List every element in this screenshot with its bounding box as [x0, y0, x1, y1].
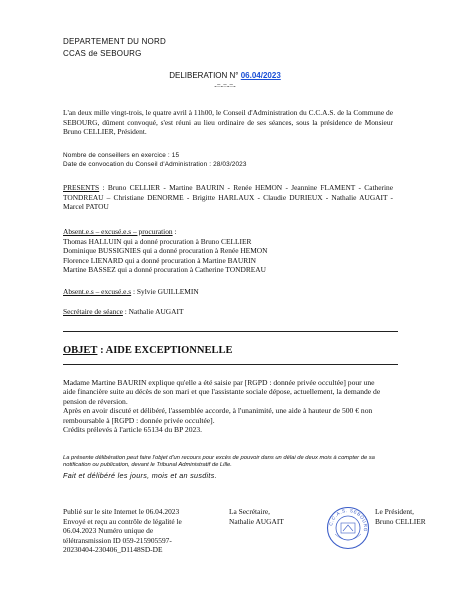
secretaire-name: Nathalie AUGAIT [229, 516, 284, 526]
deliberation-title [0, 70, 450, 81]
absents-procuration-heading [63, 227, 393, 237]
body-paragraph-1: Madame Martine BAURIN explique qu'elle a été saisie par [RGPD : donnée privée occultée] pour une aide financière suite au décès de son mari et que l'assistante sociale dépose, actuellement, la demande de pension de réversion. [63, 378, 381, 406]
absents-excuses-label: Absent.e.s – excusé.e.s [63, 287, 132, 296]
procuration-line: Thomas HALLUIN qui a donné procuration à Bruno CELLIER [63, 236, 252, 246]
procuration-line: Florence LIENARD qui a donné procuration à Martine BAURIN [63, 255, 256, 265]
presents-list: : Bruno CELLIER - Martine BAURIN - Renée HEMON - Jeannine FLAMENT - Catherine TONDREAU – Christiane DENORME - Brigitte HARLAUX - Claudie DURIEUX - Nathalie AUGAIT - Marcel PATOU [63, 183, 393, 212]
secretaire-line [63, 307, 393, 317]
absents-procuration-label: Absent.e.s – excusé.e.s – procuration [63, 227, 173, 236]
publication-line: télétransmission ID 059-215905597- [63, 535, 172, 545]
ccas-label: CCAS de SEBOURG [63, 49, 142, 58]
publication-line: 20230404-230406_D1148SD-DE [63, 545, 163, 555]
intro-paragraph: L'an deux mille vingt-trois, le quatre avril à 11h00, le Conseil d'Administration du C.C.A.S. de la Commune de SEBOURG, dûment convoqué, s'est réuni au lieu ordinaire de ses séances, sous la présidence de Monsieur Bruno CELLIER, Président. [63, 108, 393, 137]
president-title: Le Président, [375, 507, 414, 516]
counts-block [63, 151, 393, 169]
stamp-text: C.C.A.S. SEBOURG [328, 507, 369, 533]
separator: -=-=-=- [214, 82, 236, 90]
convocation-date: Date de convocation du Conseil d'Administration : 28/03/2023 [63, 161, 247, 168]
conseillers-count: Nombre de conseillers en exercice : 15 [63, 152, 180, 159]
header-block [63, 36, 166, 60]
body-paragraph-2: Après en avoir discuté et délibéré, l'assemblée accorde, à l'unanimité, une aide à hauteur de 500 € non remboursable à [RGPD : donnée privée occultée]. [63, 406, 373, 425]
deliberation-number-link[interactable]: 06.04/2023 [240, 71, 281, 80]
secretaire-label: Secrétaire de séance [63, 307, 123, 316]
absents-procuration-block [63, 227, 393, 275]
absents-excuses-line [63, 287, 393, 297]
procuration-line: Martine BASSEZ qui a donné procuration à Catherine TONDREAU [63, 265, 266, 275]
presents-paragraph [63, 183, 393, 212]
deliberation-prefix: DELIBERATION N° [169, 71, 239, 80]
body-paragraph-3: Crédits prélevés à l'article 65134 du BP 2023. [63, 425, 203, 435]
objet-title [63, 345, 233, 356]
president-name: Bruno CELLIER [375, 516, 426, 526]
objet-text: : AIDE EXCEPTIONNELLE [97, 345, 233, 356]
secretaire-signature-block [229, 507, 284, 526]
divider-top [63, 331, 398, 332]
divider-bottom [63, 364, 398, 365]
absents-excuses-value: : Sylvie GUILLEMIN [131, 287, 199, 296]
legal-fait: Fait et délibéré les jours, mois et an susdits. [63, 471, 217, 480]
ccas-stamp [326, 506, 370, 550]
procuration-line: Dominique BUSSIGNIES qui a donné procuration à Renée HEMON [63, 246, 268, 256]
body-block [63, 378, 383, 434]
svg-text:C.C.A.S. SEBOURG [328, 508, 368, 532]
department-label: DEPARTEMENT DU NORD [63, 37, 166, 46]
publication-line: Publié sur le site Internet le 06.04.2023 [63, 507, 180, 516]
absents-procuration-suffix: : [172, 227, 177, 236]
secretaire-title: La Secrétaire, [229, 507, 271, 516]
president-signature-block [375, 507, 426, 526]
objet-label: OBJET [63, 345, 98, 356]
publication-block [63, 507, 223, 555]
publication-line: Envoyé et reçu au contrôle de légalité le [63, 516, 182, 526]
secretaire-value: : Nathalie AUGAIT [122, 307, 184, 316]
legal-recours: La présente délibération peut faire l'objet d'un recours pour excès de pouvoir dans un délai de deux mois à compter de sa notification ou publication, devant le Tribunal Administratif de Lille. [63, 455, 375, 469]
publication-line: 06.04.2023 Numéro unique de [63, 526, 154, 536]
presents-label: PRESENTS [63, 183, 100, 192]
